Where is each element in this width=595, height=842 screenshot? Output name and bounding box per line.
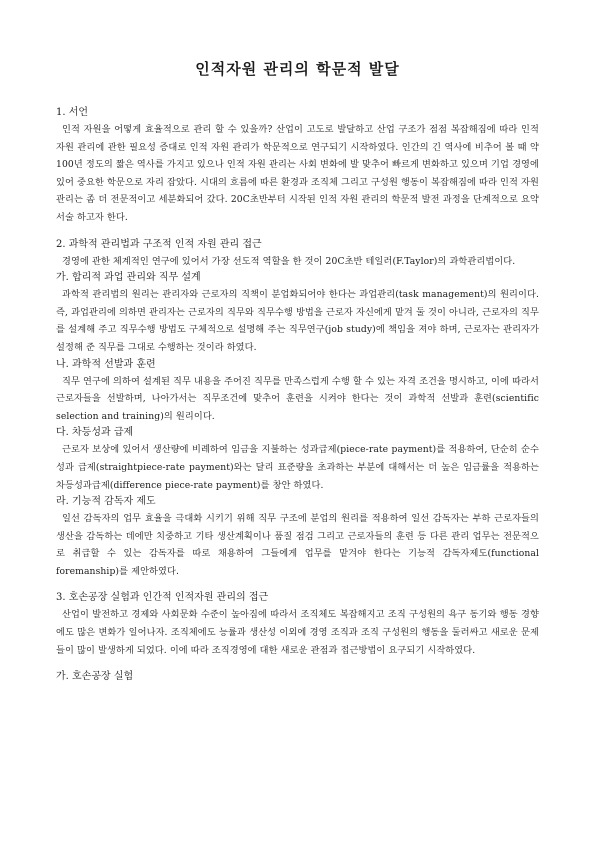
subsection-heading: 가. 호손공장 실험 bbox=[56, 671, 134, 683]
section-heading: 1. 서언 bbox=[56, 107, 89, 118]
section-heading: 3. 호손공장 실험과 인간적 인적자원 관리의 접근 bbox=[56, 592, 269, 604]
subsection-heading: 나. 과학적 선발과 훈련 bbox=[56, 358, 156, 370]
document-title: 인적자원 관리의 학문적 발달 bbox=[195, 60, 400, 78]
section-heading: 2. 과학적 관리법과 구조적 인적 자원 관리 접근 bbox=[56, 238, 262, 250]
subsection-heading: 가. 합리적 과업 관리와 직무 설계 bbox=[56, 272, 201, 284]
subsection-paragraph: 과학적 관리법의 원리는 관리자와 근로자의 직책이 분업화되어야 한다는 과업관리(task management)의 원리이다. 즉, 과업관리에 의하면 관리자는 근로자의 직무와 직무수행 방법을 근로자 자신에게 맡겨 둘 것이 아니라, 근로자의 직무를 설계해 주고 직무수행 방법도 구체적으로 설명해 주는 직무연구(job study)에 책임을 져야 하며, 근로자는 관리자가 설정해 준 직무를 그대로 수행하는 것이라 하였다. bbox=[56, 289, 539, 353]
subsection-paragraph: 일선 감독자의 업무 효율을 극대화 시키기 위해 직무 구조에 분업의 원리를 적용하여 일선 감독자는 부하 근로자들의 생산을 감독하는 데에만 치중하고 기타 생산계획이나 품질 점검 그리고 근로자들의 훈련 등 다른 관리 업무는 전문적으로 취급할 수 있는 감독자를 따로 채용하여 그들에게 업무를 맡겨야 한다는 기능적 감독자제도(functional foremanship)를 제안하였다. bbox=[56, 513, 539, 577]
section-paragraph: 인적 자원을 어떻게 효율적으로 관리 할 수 있을까? 산업이 고도로 발달하고 산업 구조가 점점 복잡해짐에 따라 인적 자원 관리에 관한 필요성 증대로 인적 자원 관리가 학문적으로 연구되기 시작하였다. 인간의 긴 역사에 비추어 볼 때 약 100년 정도의 짧은 역사를 가지고 있으나 인적 자원 관리는 사회 변화에 발 맞추어 빠르게 변화하고 있으며 기업 경영에 있어 중요한 학문으로 자리 잡았다. 시대의 흐름에 따른 환경과 조직체 그리고 구성원 행동이 복잡해짐에 따라 인적 자원 관리는 좀 더 전문적이고 세분화되어 갔다. 20C초반부터 시작된 인적 자원 관리의 학문적 발전 과정을 단계적으로 요약 서술 하고자 한다. bbox=[56, 124, 539, 223]
subsection-paragraph: 직무 연구에 의하여 설계된 직무 내용을 주어진 직무를 만족스럽게 수행 할 수 있는 자격 조건을 명시하고, 이에 따라서 근로자들을 선발하며, 나아가서는 직무조건에 맞추어 훈련을 시켜야 한다는 것이 과학적 선발과 훈련(scientific selection and training)의 원리이다. bbox=[56, 375, 539, 422]
section-paragraph: 경영에 관한 체계적인 연구에 있어서 가장 선도적 역할을 한 것이 20C초반 테일러(F.Taylor)의 과학관리법이다. bbox=[62, 255, 516, 267]
section-paragraph: 산업이 발전하고 경제와 사회문화 수준이 높아짐에 따라서 조직체도 복잡해지고 조직 구성원의 욕구 동기와 행동 경향에도 많은 변화가 일어나자. 조직체에도 능률과 생산성 이외에 경영 조직과 조직 구성원의 행동을 둘러싸고 새로운 문제들이 많이 발생하게 되었다. 이에 따라 조직경영에 대한 새로운 관점과 접근방법이 요구되기 시작하였다. bbox=[56, 609, 539, 656]
subsection-heading: 다. 차등성과 급제 bbox=[56, 427, 134, 439]
subsection-paragraph: 근로자 보상에 있어서 생산량에 비례하여 임금을 지불하는 성과급제(piece-rate payment)를 적용하여, 단순히 순수성과 급제(straightpiece-rate payment)와는 달리 표준량을 초과하는 부분에 대해서는 더 높은 임금률을 적용하는 차등성과급제(difference piece-rate payment)를 창안 하였다. bbox=[56, 444, 539, 491]
subsection-heading: 라. 기능적 감독자 제도 bbox=[56, 496, 156, 508]
